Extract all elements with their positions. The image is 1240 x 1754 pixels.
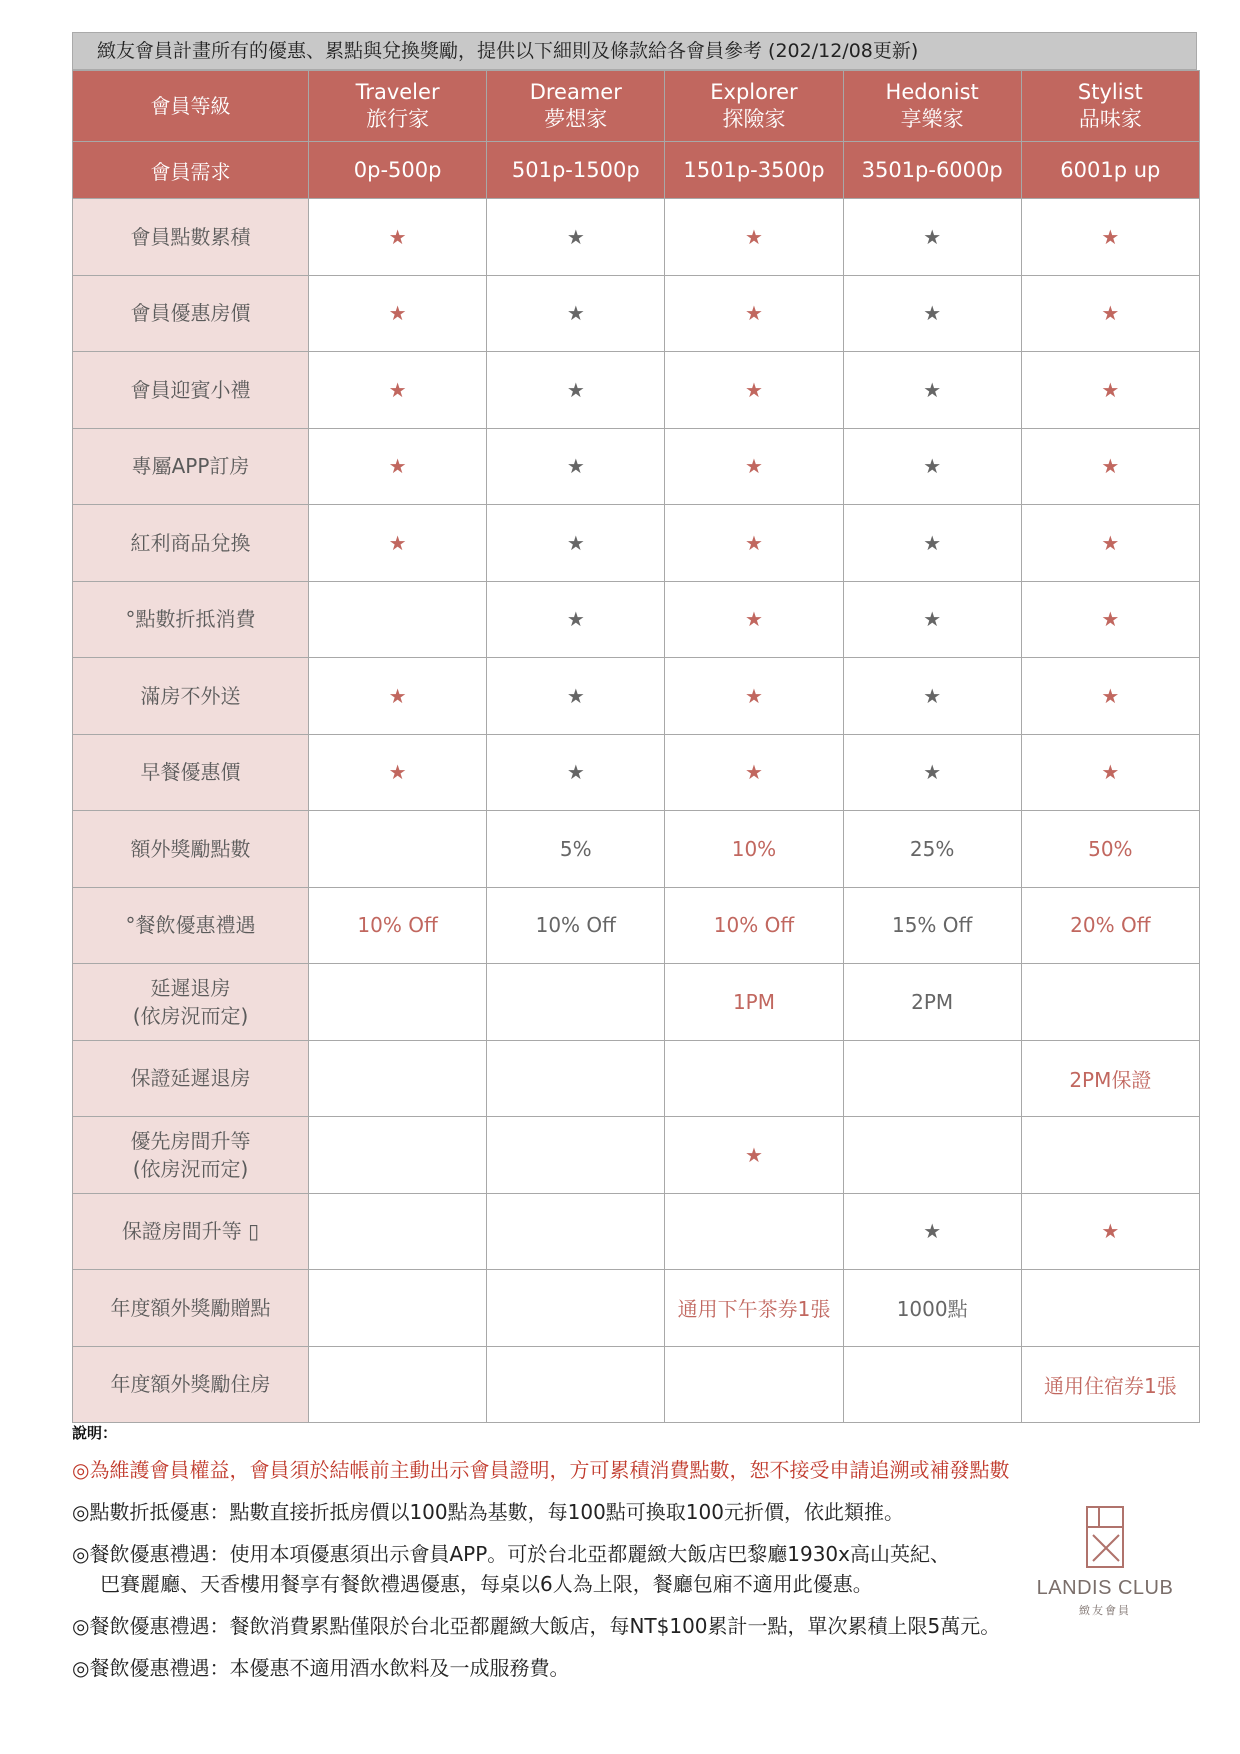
benefit-cell — [487, 964, 665, 1041]
benefit-cell — [487, 1117, 665, 1194]
benefit-star-icon: ★ — [1021, 275, 1199, 352]
benefit-cell: 通用住宿券1張 — [1021, 1346, 1199, 1423]
benefit-cell: 10% Off — [309, 887, 487, 964]
benefit-star-icon: ★ — [843, 1193, 1021, 1270]
tier-header-row — [73, 71, 1200, 142]
benefit-label-line: 滿房不外送 — [140, 683, 241, 708]
requirement-value: 1501p-3500p — [665, 142, 843, 199]
benefit-star-icon: ★ — [487, 428, 665, 505]
benefit-star-icon: ★ — [487, 352, 665, 429]
benefit-cell — [487, 1193, 665, 1270]
benefit-star-icon: ★ — [665, 505, 843, 582]
requirement-row — [73, 142, 1200, 199]
benefit-label — [73, 1117, 309, 1194]
benefit-label — [73, 887, 309, 964]
benefit-row — [73, 811, 1200, 888]
note-item: ◎為維護會員權益，會員須於結帳前主動出示會員證明，方可累積消費點數，恕不接受申請追溯或補發點數 — [72, 1458, 1010, 1482]
note-line: ◎餐飲優惠禮遇：使用本項優惠須出示會員APP。可於台北亞都麗緻大飯店巴黎廳1930x高山英紀、 — [72, 1542, 950, 1566]
note-line: 巴賽麗廳、天香樓用餐享有餐飲禮遇優惠，每桌以6人為上限，餐廳包廂不適用此優惠。 — [100, 1572, 873, 1596]
benefit-star-icon: ★ — [843, 199, 1021, 276]
benefit-cell — [309, 1270, 487, 1347]
benefit-row — [73, 887, 1200, 964]
benefit-cell — [843, 1040, 1021, 1117]
benefit-cell: 10% Off — [487, 887, 665, 964]
benefit-cell — [309, 1346, 487, 1423]
benefit-row — [73, 275, 1200, 352]
benefit-label-line: 會員點數累積 — [130, 224, 251, 249]
benefit-star-icon: ★ — [665, 428, 843, 505]
requirement-value: 0p-500p — [309, 142, 487, 199]
benefit-label — [73, 1193, 309, 1270]
benefit-label — [73, 1040, 309, 1117]
benefit-cell — [309, 811, 487, 888]
benefit-label — [73, 352, 309, 429]
benefit-star-icon: ★ — [1021, 658, 1199, 735]
benefit-label — [73, 964, 309, 1041]
benefit-cell: 2PM保證 — [1021, 1040, 1199, 1117]
benefit-cell: 50% — [1021, 811, 1199, 888]
benefit-star-icon: ★ — [1021, 1193, 1199, 1270]
page-title-banner: 緻友會員計畫所有的優惠、累點與兌換獎勵，提供以下細則及條款給各會員參考 (202/12/08更新) — [72, 32, 1197, 70]
benefit-label-line: 專屬APP訂房 — [131, 454, 250, 479]
tier-name-zh: 夢想家 — [544, 107, 608, 131]
benefit-row — [73, 428, 1200, 505]
benefit-star-icon: ★ — [1021, 352, 1199, 429]
benefit-label — [73, 1270, 309, 1347]
benefit-label-line: 會員優惠房價 — [130, 301, 251, 326]
note-item: ◎餐飲優惠禮遇：餐飲消費累點僅限於台北亞都麗緻大飯店，每NT$100累計一點，單次累積上限5萬元。 — [72, 1614, 1001, 1638]
benefit-star-icon: ★ — [665, 199, 843, 276]
benefit-star-icon: ★ — [665, 1117, 843, 1194]
benefit-star-icon: ★ — [309, 352, 487, 429]
benefit-label-line: 年度額外獎勵住房 — [110, 1372, 271, 1397]
requirement-value: 501p-1500p — [487, 142, 665, 199]
benefit-star-icon: ★ — [665, 352, 843, 429]
benefit-star-icon: ★ — [843, 734, 1021, 811]
benefit-row — [73, 1346, 1200, 1423]
benefit-cell: 2PM — [843, 964, 1021, 1041]
benefit-star-icon: ★ — [1021, 428, 1199, 505]
benefit-star-icon: ★ — [487, 505, 665, 582]
benefit-cell: 10% — [665, 811, 843, 888]
benefit-label — [73, 734, 309, 811]
benefit-label-line: 紅利商品兌換 — [130, 530, 251, 555]
benefit-cell — [843, 1117, 1021, 1194]
benefit-label — [73, 811, 309, 888]
benefit-star-icon: ★ — [843, 658, 1021, 735]
benefit-star-icon: ★ — [309, 734, 487, 811]
benefit-label-line: 額外獎勵點數 — [130, 836, 251, 861]
benefit-cell: 1000點 — [843, 1270, 1021, 1347]
benefit-star-icon: ★ — [487, 275, 665, 352]
benefit-row — [73, 505, 1200, 582]
benefit-label-line: °餐飲優惠禮遇 — [125, 913, 256, 938]
tier-header-traveler — [309, 71, 487, 142]
benefit-star-icon: ★ — [665, 581, 843, 658]
benefit-label — [73, 1346, 309, 1423]
requirement-label: 會員需求 — [73, 142, 309, 199]
benefit-star-icon: ★ — [309, 199, 487, 276]
tier-header-explorer — [665, 71, 843, 142]
benefit-cell — [665, 1040, 843, 1117]
benefit-cell — [1021, 1270, 1199, 1347]
logo-subtitle: 緻友會員 — [1079, 1604, 1131, 1617]
benefit-star-icon: ★ — [309, 275, 487, 352]
benefit-row — [73, 352, 1200, 429]
benefit-cell — [665, 1193, 843, 1270]
benefit-row — [73, 1270, 1200, 1347]
benefit-star-icon: ★ — [1021, 734, 1199, 811]
benefit-label — [73, 505, 309, 582]
benefit-row — [73, 1040, 1200, 1117]
benefit-cell — [309, 964, 487, 1041]
note-item — [72, 1539, 1202, 1599]
benefit-row — [73, 964, 1200, 1041]
benefit-cell: 10% Off — [665, 887, 843, 964]
benefit-star-icon: ★ — [843, 581, 1021, 658]
benefit-label — [73, 275, 309, 352]
benefit-label — [73, 428, 309, 505]
benefit-label-line: 年度額外獎勵贈點 — [110, 1295, 271, 1320]
tier-name-en: Hedonist — [885, 80, 979, 104]
tier-name-en: Stylist — [1077, 80, 1143, 104]
benefit-label — [73, 658, 309, 735]
benefit-cell — [487, 1040, 665, 1117]
benefit-star-icon: ★ — [1021, 199, 1199, 276]
benefit-cell — [487, 1346, 665, 1423]
tier-name-zh: 品味家 — [1078, 107, 1142, 131]
requirement-value: 3501p-6000p — [843, 142, 1021, 199]
benefit-label-line: (依房況而定) — [132, 1156, 249, 1181]
benefit-star-icon: ★ — [843, 428, 1021, 505]
benefit-label-line: 保證延遲退房 — [130, 1066, 251, 1091]
benefit-cell — [1021, 964, 1199, 1041]
tier-name-zh: 探險家 — [722, 107, 786, 131]
benefit-label-line: 延遲退房 — [150, 975, 231, 1000]
benefit-cell — [309, 1040, 487, 1117]
tier-header-dreamer — [487, 71, 665, 142]
benefit-cell — [309, 581, 487, 658]
logo-name: LANDIS CLUB — [1036, 1577, 1174, 1599]
benefit-star-icon: ★ — [843, 505, 1021, 582]
benefit-label-line: (依房況而定) — [132, 1003, 249, 1028]
benefit-rows — [73, 199, 1200, 1423]
benefit-star-icon: ★ — [309, 658, 487, 735]
tier-header-label: 會員等級 — [73, 71, 309, 142]
benefit-cell: 1PM — [665, 964, 843, 1041]
benefit-label — [73, 199, 309, 276]
tier-name-zh: 旅行家 — [366, 107, 430, 131]
benefit-label-line: 會員迎賓小禮 — [130, 377, 251, 402]
benefit-row — [73, 734, 1200, 811]
benefit-label-line: 早餐優惠價 — [140, 760, 241, 785]
benefit-label-line: 保證房間升等 ▯ — [121, 1219, 260, 1244]
benefit-star-icon: ★ — [487, 734, 665, 811]
benefit-star-icon: ★ — [309, 505, 487, 582]
benefit-row — [73, 658, 1200, 735]
note-item: ◎餐飲優惠禮遇：本優惠不適用酒水飲料及一成服務費。 — [72, 1656, 570, 1680]
benefit-label-line: 優先房間升等 — [130, 1128, 251, 1153]
benefit-cell — [1021, 1117, 1199, 1194]
benefit-label — [73, 581, 309, 658]
tier-name-en: Traveler — [355, 80, 440, 104]
tier-name-en: Dreamer — [529, 80, 622, 104]
benefit-row — [73, 199, 1200, 276]
benefit-star-icon: ★ — [487, 658, 665, 735]
benefit-row — [73, 581, 1200, 658]
landis-club-logo — [1035, 1505, 1175, 1625]
tier-name-en: Explorer — [710, 80, 798, 104]
benefit-cell: 5% — [487, 811, 665, 888]
benefit-row — [73, 1117, 1200, 1194]
benefit-star-icon: ★ — [1021, 581, 1199, 658]
benefit-cell: 25% — [843, 811, 1021, 888]
benefit-star-icon: ★ — [843, 275, 1021, 352]
benefit-cell: 通用下午茶券1張 — [665, 1270, 843, 1347]
benefit-star-icon: ★ — [487, 581, 665, 658]
benefit-cell — [309, 1117, 487, 1194]
benefit-cell: 15% Off — [843, 887, 1021, 964]
requirement-value: 6001p up — [1021, 142, 1199, 199]
benefit-cell — [843, 1346, 1021, 1423]
tier-header-stylist — [1021, 71, 1199, 142]
benefit-cell — [309, 1193, 487, 1270]
benefit-star-icon: ★ — [665, 734, 843, 811]
benefit-label-line: °點數折抵消費 — [125, 607, 256, 632]
benefit-star-icon: ★ — [665, 275, 843, 352]
benefit-star-icon: ★ — [487, 199, 665, 276]
notes-title: 說明： — [72, 1424, 118, 1442]
note-item: ◎點數折抵優惠：點數直接折抵房價以100點為基數，每100點可換取100元折價，依此類推。 — [72, 1500, 904, 1524]
benefit-star-icon: ★ — [1021, 505, 1199, 582]
notes-section — [72, 1422, 1202, 1695]
tier-header-hedonist — [843, 71, 1021, 142]
benefit-cell: 20% Off — [1021, 887, 1199, 964]
benefit-star-icon: ★ — [665, 658, 843, 735]
tier-name-zh: 享樂家 — [900, 107, 964, 131]
benefit-star-icon: ★ — [843, 352, 1021, 429]
benefit-cell — [665, 1346, 843, 1423]
landis-logo-mark-icon — [1085, 1505, 1125, 1569]
benefit-row — [73, 1193, 1200, 1270]
benefit-star-icon: ★ — [309, 428, 487, 505]
benefits-table — [72, 70, 1200, 1423]
benefit-cell — [487, 1270, 665, 1347]
